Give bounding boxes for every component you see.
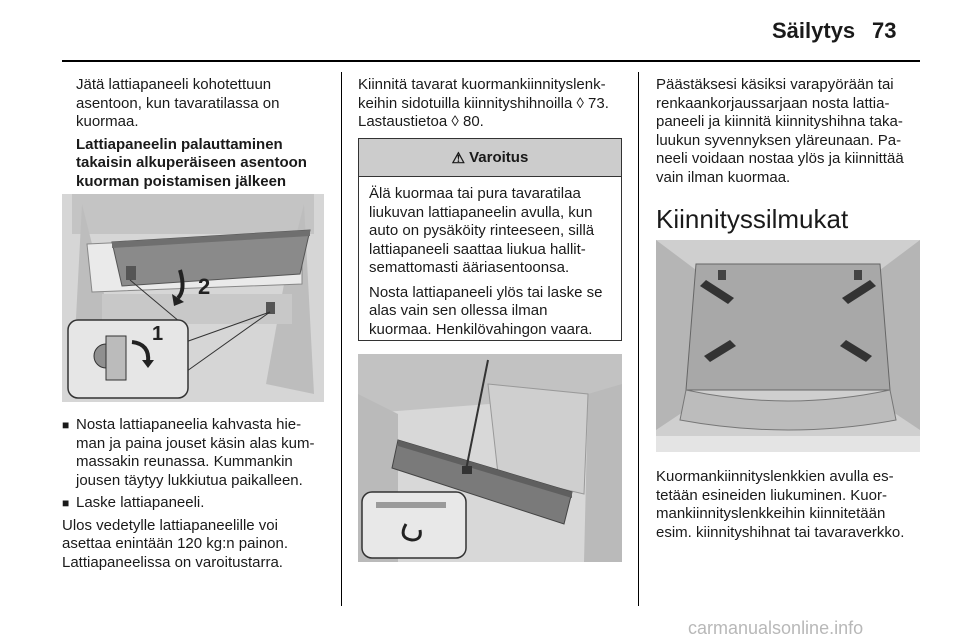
figure-floor-panel [62, 194, 324, 402]
col1-intro: Jätä lattiapaneeli kohotettuun asentoon, kun tavaratilassa on kuormaa. [76, 76, 280, 130]
figure-lashing-eyes [656, 240, 920, 452]
column-1 [62, 76, 324, 195]
page-header-title: Säilytys [772, 18, 856, 43]
bullet-item [62, 416, 324, 490]
col3-outro: Kuormankiinnityslenkkien avulla es-tetään esineiden liukuminen. Kuor-mankiinnityslenkkeihin kiinnitetään esim. kiinnityshihnat tai tavaraverkko. [656, 468, 905, 541]
column-1-lower [62, 416, 324, 576]
column-divider-1 [341, 72, 342, 606]
warning-paragraph: Nosta lattiapaneeli ylös tai laske se alas vain sen ollessa ilman kuormaa. Henkilövahingon vaara. [369, 283, 603, 338]
header-rule [62, 60, 920, 62]
column-divider-2 [638, 72, 639, 606]
col1-subheading: Lattiapaneelin palauttaminen takaisin alkuperäiseen asentoon kuorman poistamisen jälkeen [76, 135, 307, 190]
watermark: carmanualsonline.info [688, 618, 864, 638]
col1-outro: Ulos vedetylle lattiapaneelille voi asettaa enintään 120 kg:n painon. Lattiapaneelissa on varoitustarra. [62, 516, 289, 571]
bullet-symbol: ■ [62, 418, 70, 432]
col2-intro: Kiinnitä tavarat kuormankiinnityslenk-keihin sidotuilla kiinnityshihnoilla ◊ 73. Lastaustietoa ◊ 80. [358, 76, 609, 130]
column-3 [656, 76, 922, 191]
column-2 [358, 76, 624, 136]
figure-panel-raised [358, 354, 622, 562]
bullet-text: Nosta lattiapaneelia kahvasta hie-man ja paina jouset käsin alas kum-massakin reunassa. Kummankin jousen täytyy lukkiutua paikalleen. [76, 416, 315, 489]
figure-label-1: 1 [152, 323, 164, 345]
bullet-symbol: ■ [62, 496, 70, 510]
page-number: 73 [872, 18, 897, 43]
bullet-item [62, 494, 324, 513]
warning-header [359, 139, 621, 177]
column-3-lower [656, 468, 922, 546]
warning-title: Varoitus [469, 149, 529, 166]
figure-label-2: 2 [198, 274, 211, 299]
warning-paragraph: Älä kuormaa tai pura tavaratilaa liukuvan lattiapaneelin avulla, kun auto on pysäköity rinteeseen, sillä lattiapaneeli saattaa liukua hallit-semattomasti ääriasentoonsa. [369, 185, 595, 276]
warning-box [358, 138, 622, 341]
warning-icon: ⚠ [451, 149, 466, 167]
section-heading: Kiinnityssilmukat [656, 204, 849, 234]
bullet-text: Laske lattiapaneeli. [76, 494, 205, 511]
warning-body [359, 177, 621, 353]
col3-intro: Päästäksesi käsiksi varapyörään tai renkaankorjaussarjaan nosta lattia-paneeli ja kiinnitä kiinnityshihna taka-luukun syvennyksen yläreunaan. Pa-neeli voidaan nostaa ylös ja kiinnittää vain ilman kuormaa. [656, 76, 904, 186]
